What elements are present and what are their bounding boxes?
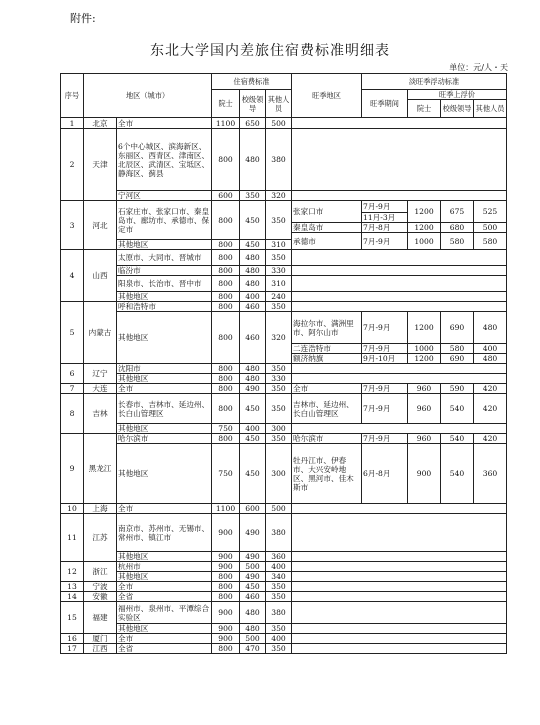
price-others: 350 [266,250,292,266]
empty-peak-cell [292,582,507,592]
price-academician: 900 [212,634,240,644]
price-leaders: 500 [240,634,266,644]
province-cell: 福建 [84,602,117,634]
empty-peak-cell [292,364,507,374]
price-leaders: 600 [240,504,266,514]
price-others: 320 [266,191,292,201]
table-row [61,634,507,644]
price-others: 350 [266,364,292,374]
peak-region-cell: 吉林市、延边州、长白山管理区 [292,394,362,424]
price-leaders: 400 [240,424,266,434]
table-row [61,562,507,572]
price-others: 300 [266,444,292,504]
row-number: 17 [61,644,84,654]
price-others: 350 [266,592,292,602]
table-row [61,552,507,562]
price-leaders: 450 [240,201,266,240]
header-leaders: 校级领导 [240,90,266,118]
price-leaders: 460 [240,302,266,312]
row-number: 3 [61,201,84,250]
price-academician: 800 [212,129,240,191]
price-leaders: 490 [240,572,266,582]
peak-others: 420 [474,384,507,394]
peak-period-cell: 11月-3月 [362,213,408,223]
peak-period-cell: 7月-9月 [362,344,408,354]
price-leaders: 450 [240,240,266,250]
peak-leaders: 690 [441,354,474,364]
city-cell: 哈尔滨市 [117,434,212,444]
peak-period-cell: 7月-9月 [362,312,408,344]
peak-academician: 960 [408,384,441,394]
city-cell: 南京市、苏州市、无锡市、常州市、镇江市 [117,514,212,552]
peak-period-cell: 7月-9月 [362,434,408,444]
price-leaders: 490 [240,552,266,562]
price-others: 310 [266,276,292,292]
price-others: 360 [266,552,292,562]
price-others: 350 [266,644,292,654]
city-cell: 临汾市 [117,266,212,276]
peak-academician: 1200 [408,223,441,233]
table-row [61,312,507,344]
city-cell: 其他地区 [117,552,212,562]
price-others: 500 [266,118,292,129]
row-number: 12 [61,562,84,582]
table-row [61,644,507,654]
header-peak-period: 旺季期间 [362,90,408,118]
price-academician: 1100 [212,504,240,514]
price-leaders: 500 [240,562,266,572]
price-academician: 800 [212,364,240,374]
row-number: 16 [61,634,84,644]
city-cell: 石家庄市、张家口市、秦皇岛市、廊坊市、承德市、保定市 [117,201,212,240]
province-cell: 上海 [84,504,117,514]
peak-region-cell: 全市 [292,384,362,394]
peak-leaders: 580 [441,344,474,354]
city-cell: 其他地区 [117,624,212,634]
peak-others: 420 [474,394,507,424]
price-academician: 750 [212,444,240,504]
price-others: 350 [266,394,292,424]
price-others: 350 [266,434,292,444]
price-others: 380 [266,514,292,552]
peak-academician: 900 [408,444,441,504]
province-cell: 大连 [84,384,117,394]
header-peak-academician: 院士 [408,100,441,118]
lodging-standards-table [60,73,507,654]
province-cell: 浙江 [84,562,117,582]
price-others: 340 [266,572,292,582]
price-others: 350 [266,624,292,634]
peak-period-cell: 7月-8月 [362,223,408,233]
price-leaders: 480 [240,602,266,624]
city-cell: 全市 [117,384,212,394]
price-academician: 600 [212,191,240,201]
document-title: 东北大学国内差旅住宿费标准明细表 [150,43,390,59]
header-others: 其他人员 [266,90,292,118]
price-academician: 800 [212,292,240,302]
table-row [61,624,507,634]
table-row [61,276,507,292]
table-row [61,250,507,266]
province-cell: 内蒙古 [84,302,117,364]
table-row [61,602,507,624]
peak-period-cell: 6月-8月 [362,444,408,504]
table-row [61,444,507,504]
attachment-label: 附件: [70,12,96,25]
price-academician: 750 [212,424,240,434]
header-no: 序号 [61,74,84,118]
peak-academician: 1200 [408,312,441,344]
city-cell: 全市 [117,634,212,644]
price-others: 240 [266,292,292,302]
price-leaders: 450 [240,394,266,424]
empty-peak-cell [292,504,507,514]
empty-peak-cell [292,514,507,552]
peak-region-cell: 二连浩特市 [292,344,362,354]
price-academician: 900 [212,562,240,572]
price-others: 380 [266,602,292,624]
peak-leaders: 680 [441,223,474,233]
price-leaders: 470 [240,644,266,654]
empty-peak-cell [292,572,507,582]
city-cell: 其他地区 [117,444,212,504]
price-others: 400 [266,562,292,572]
peak-leaders: 675 [441,201,474,223]
price-academician: 800 [212,302,240,312]
price-leaders: 460 [240,592,266,602]
city-cell: 福州市、泉州市、平潭综合实验区 [117,602,212,624]
peak-others: 525 [474,201,507,223]
peak-period-cell: 7月-9月 [362,394,408,424]
table-row [61,266,507,276]
price-leaders: 480 [240,624,266,634]
city-cell: 全市 [117,582,212,592]
province-cell: 天津 [84,129,117,201]
city-cell: 长春市、吉林市、延边州、长白山管理区 [117,394,212,424]
peak-academician: 960 [408,394,441,424]
price-others: 350 [266,302,292,312]
header-peak-price: 旺季上浮价 [408,90,507,100]
header-academician: 院士 [212,90,240,118]
peak-leaders: 540 [441,444,474,504]
province-cell: 河北 [84,201,117,250]
price-leaders: 480 [240,276,266,292]
city-cell: 沈阳市 [117,364,212,374]
city-cell: 全省 [117,644,212,654]
row-number: 5 [61,302,84,364]
city-cell: 全省 [117,592,212,602]
province-cell: 北京 [84,118,117,129]
peak-others: 420 [474,434,507,444]
price-leaders: 490 [240,384,266,394]
price-academician: 800 [212,592,240,602]
table-row [61,129,507,191]
empty-peak-cell [292,374,507,384]
city-cell: 其他地区 [117,374,212,384]
city-cell: 其他地区 [117,240,212,250]
peak-region-cell: 哈尔滨市 [292,434,362,444]
province-cell: 厦门 [84,634,117,644]
row-number: 6 [61,364,84,384]
peak-leaders: 580 [441,233,474,250]
table-row [61,424,507,434]
price-academician: 800 [212,374,240,384]
empty-peak-cell [292,266,507,276]
row-number: 11 [61,514,84,562]
empty-peak-cell [292,602,507,624]
table-row [61,292,507,302]
city-cell: 全市 [117,504,212,514]
city-cell: 太原市、大同市、晋城市 [117,250,212,266]
city-cell: 阳泉市、长治市、晋中市 [117,276,212,292]
price-others: 380 [266,129,292,191]
peak-leaders: 590 [441,384,474,394]
price-leaders: 650 [240,118,266,129]
empty-peak-cell [292,634,507,644]
empty-peak-cell [292,552,507,562]
row-number: 14 [61,592,84,602]
price-leaders: 450 [240,582,266,592]
peak-region-cell: 牡丹江市、伊春市、大兴安岭地区、黑河市、佳木斯市 [292,444,362,504]
empty-peak-cell [292,644,507,654]
price-academician: 800 [212,434,240,444]
city-cell: 宁河区 [117,191,212,201]
empty-peak-cell [292,424,507,434]
peak-region-cell: 承德市 [292,233,362,250]
price-leaders: 480 [240,374,266,384]
peak-region-cell: 海拉尔市、满洲里市、阿尔山市 [292,312,362,344]
table-row [61,394,507,424]
empty-peak-cell [292,302,507,312]
row-number: 4 [61,250,84,302]
price-academician: 800 [212,394,240,424]
price-academician: 800 [212,201,240,240]
header-peak-others: 其他人员 [474,100,507,118]
price-leaders: 400 [240,292,266,302]
province-cell: 江西 [84,644,117,654]
price-academician: 800 [212,266,240,276]
city-cell: 6个中心城区、滨海新区、东丽区、西青区、津南区、北辰区、武清区、宝坻区、静海区、蓟县 [117,129,212,191]
table-row [61,434,507,444]
peak-others: 400 [474,344,507,354]
price-others: 330 [266,266,292,276]
header-peak-region: 旺季地区 [292,74,362,118]
city-cell: 杭州市 [117,562,212,572]
peak-others: 360 [474,444,507,504]
empty-peak-cell [292,292,507,302]
price-academician: 800 [212,384,240,394]
price-academician: 800 [212,240,240,250]
empty-peak-cell [292,129,507,191]
unit-label: 单位：元/人・天 [449,63,508,72]
peak-region-cell: 额济纳旗 [292,354,362,364]
empty-peak-cell [292,562,507,572]
peak-others: 500 [474,223,507,233]
table-row [61,582,507,592]
table-row [61,118,507,129]
province-cell: 吉林 [84,394,117,434]
peak-leaders: 690 [441,312,474,344]
province-cell: 江苏 [84,514,117,562]
empty-peak-cell [292,118,507,129]
province-cell: 宁波 [84,582,117,592]
peak-period-cell: 9月-10月 [362,354,408,364]
table-row [61,504,507,514]
header-lodging: 住宿费标准 [212,74,292,90]
province-cell: 辽宁 [84,364,117,384]
price-academician: 800 [212,572,240,582]
price-academician: 800 [212,582,240,592]
peak-others: 480 [474,354,507,364]
price-leaders: 450 [240,444,266,504]
peak-academician: 1200 [408,201,441,223]
empty-peak-cell [292,276,507,292]
price-academician: 800 [212,644,240,654]
empty-peak-cell [292,624,507,634]
peak-period-cell: 7月-9月 [362,233,408,250]
table-row [61,374,507,384]
peak-period-cell: 7月-9月 [362,384,408,394]
peak-region-cell: 秦皇岛市 [292,223,362,233]
price-others: 310 [266,240,292,250]
price-others: 500 [266,504,292,514]
table-row [61,384,507,394]
province-cell: 黑龙江 [84,434,117,504]
price-leaders: 480 [240,364,266,374]
price-others: 300 [266,424,292,434]
empty-peak-cell [292,250,507,266]
table-row [61,191,507,201]
price-academician: 900 [212,602,240,624]
peak-academician: 960 [408,434,441,444]
header-peak-leaders: 校级领导 [441,100,474,118]
peak-academician: 1000 [408,233,441,250]
table-row [61,572,507,582]
header-region: 地区（城市） [84,74,212,118]
row-number: 2 [61,129,84,201]
price-academician: 800 [212,276,240,292]
price-leaders: 480 [240,129,266,191]
price-leaders: 480 [240,266,266,276]
price-leaders: 480 [240,250,266,266]
row-number: 8 [61,394,84,434]
row-number: 7 [61,384,84,394]
price-academician: 900 [212,514,240,552]
price-leaders: 460 [240,312,266,364]
peak-others: 480 [474,312,507,344]
price-leaders: 350 [240,191,266,201]
row-number: 15 [61,602,84,634]
price-others: 330 [266,374,292,384]
empty-peak-cell [292,592,507,602]
price-others: 350 [266,384,292,394]
price-academician: 800 [212,312,240,364]
city-cell: 其他地区 [117,312,212,364]
row-number: 1 [61,118,84,129]
peak-others: 580 [474,233,507,250]
empty-peak-cell [292,191,507,201]
table-body [61,118,507,654]
city-cell: 其他地区 [117,292,212,302]
table-row [61,364,507,374]
table-row [61,592,507,602]
peak-leaders: 540 [441,394,474,424]
table-row [61,514,507,552]
province-cell: 安徽 [84,592,117,602]
province-cell: 山西 [84,250,117,302]
price-others: 400 [266,634,292,644]
price-others: 350 [266,201,292,240]
row-number: 10 [61,504,84,514]
table-row [61,201,507,213]
price-academician: 1100 [212,118,240,129]
table-row [61,302,507,312]
city-cell: 呼和浩特市 [117,302,212,312]
peak-academician: 1000 [408,344,441,354]
city-cell: 其他地区 [117,424,212,434]
row-number: 9 [61,434,84,504]
peak-leaders: 540 [441,434,474,444]
city-cell: 全市 [117,118,212,129]
header-float: 淡旺季浮动标准 [362,74,507,90]
price-leaders: 450 [240,434,266,444]
peak-academician: 1200 [408,354,441,364]
row-number: 13 [61,582,84,592]
peak-region-cell: 张家口市 [292,201,362,223]
price-others: 320 [266,312,292,364]
price-academician: 800 [212,250,240,266]
price-others: 350 [266,582,292,592]
city-cell: 其他地区 [117,572,212,582]
peak-period-cell: 7月-9月 [362,201,408,213]
price-leaders: 490 [240,514,266,552]
price-academician: 900 [212,552,240,562]
price-academician: 900 [212,624,240,634]
